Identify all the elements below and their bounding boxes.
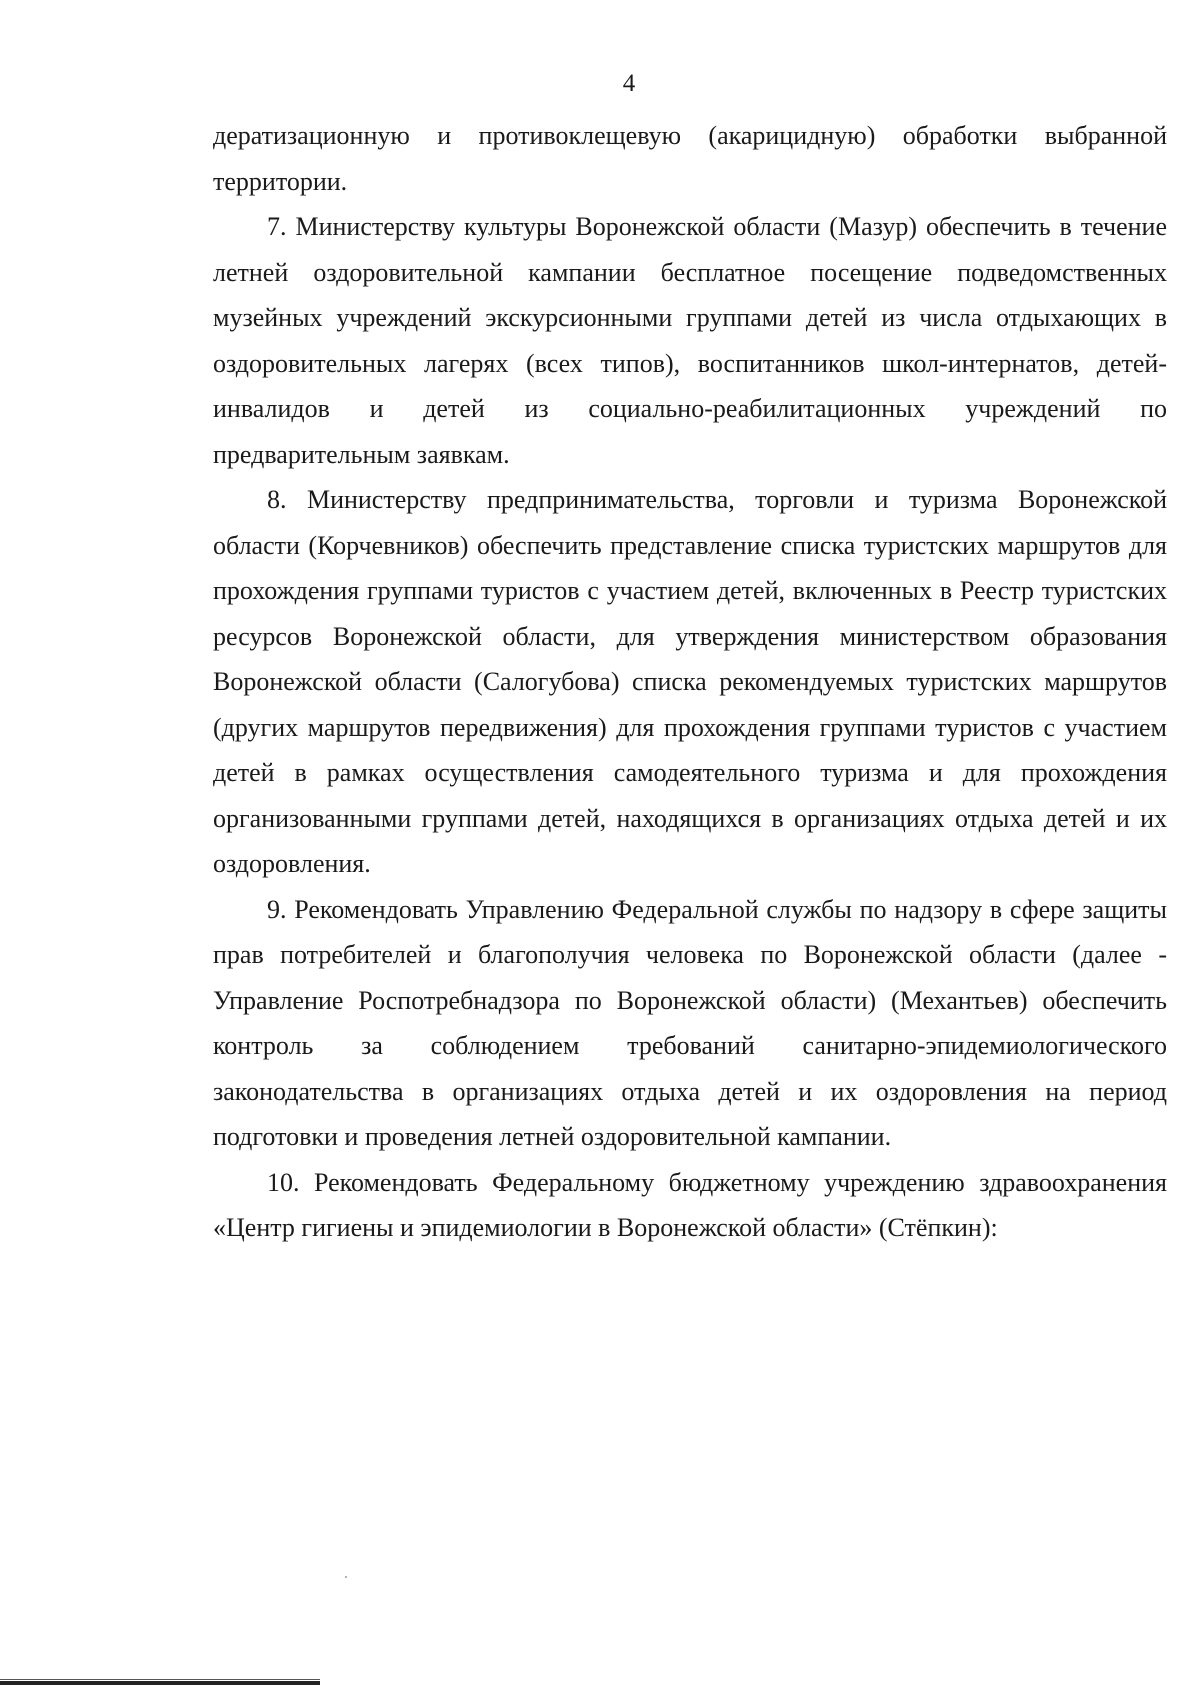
paragraph-item-9: 9. Рекомендовать Управлению Федеральной службы по надзору в сфере защиты прав потребителей и благополучия человека по Воронежской области (далее - Управление Роспотребнадзора по Воронежской области) (Механтьев) обеспечить контроль за соблюдением требований санитарно-эпидемиологического законодательства в организациях отдыха детей и их оздоровления на период подготовки и проведения летней оздоровительной кампании. — [213, 894, 1167, 1151]
paragraph-item-8: 8. Министерству предпринимательства, торговли и туризма Воронежской области (Корчевников) обеспечить представление списка туристских маршрутов для прохождения группами туристов с участием детей, включенных в Реестр туристских ресурсов Воронежской области, для утверждения министерством образования Воронежской области (Салогубова) списка рекомендуемых туристских маршрутов (других маршрутов передвижения) для прохождения группами туристов с участием детей в рамках осуществления самодеятельного туризма и для прохождения организованными группами детей, находящихся в организациях отдыха детей и их оздоровления. — [213, 485, 1167, 878]
scan-speck — [345, 1576, 347, 1578]
footer-rule-thin — [0, 1679, 320, 1680]
footer-rule — [0, 1681, 320, 1685]
page-number: 4 — [622, 70, 636, 97]
paragraph-continuation: дератизационную и противоклещевую (акарицидную) обработки выбранной территории. — [213, 121, 1167, 196]
paragraph-item-7: 7. Министерству культуры Воронежской области (Мазур) обеспечить в течение летней оздоровительной кампании бесплатное посещение подведомственных музейных учреждений экскурсионными группами детей из числа отдыхающих в оздоровительных лагерях (всех типов), воспитанников школ-интернатов, детей-инвалидов и детей из социально-реабилитационных учреждений по предварительным заявкам. — [213, 212, 1167, 469]
document-body — [213, 113, 1167, 1251]
paragraph-item-10: 10. Рекомендовать Федеральному бюджетному учреждению здравоохранения «Центр гигиены и эпидемиологии в Воронежской области» (Стёпкин): — [213, 1167, 1167, 1242]
